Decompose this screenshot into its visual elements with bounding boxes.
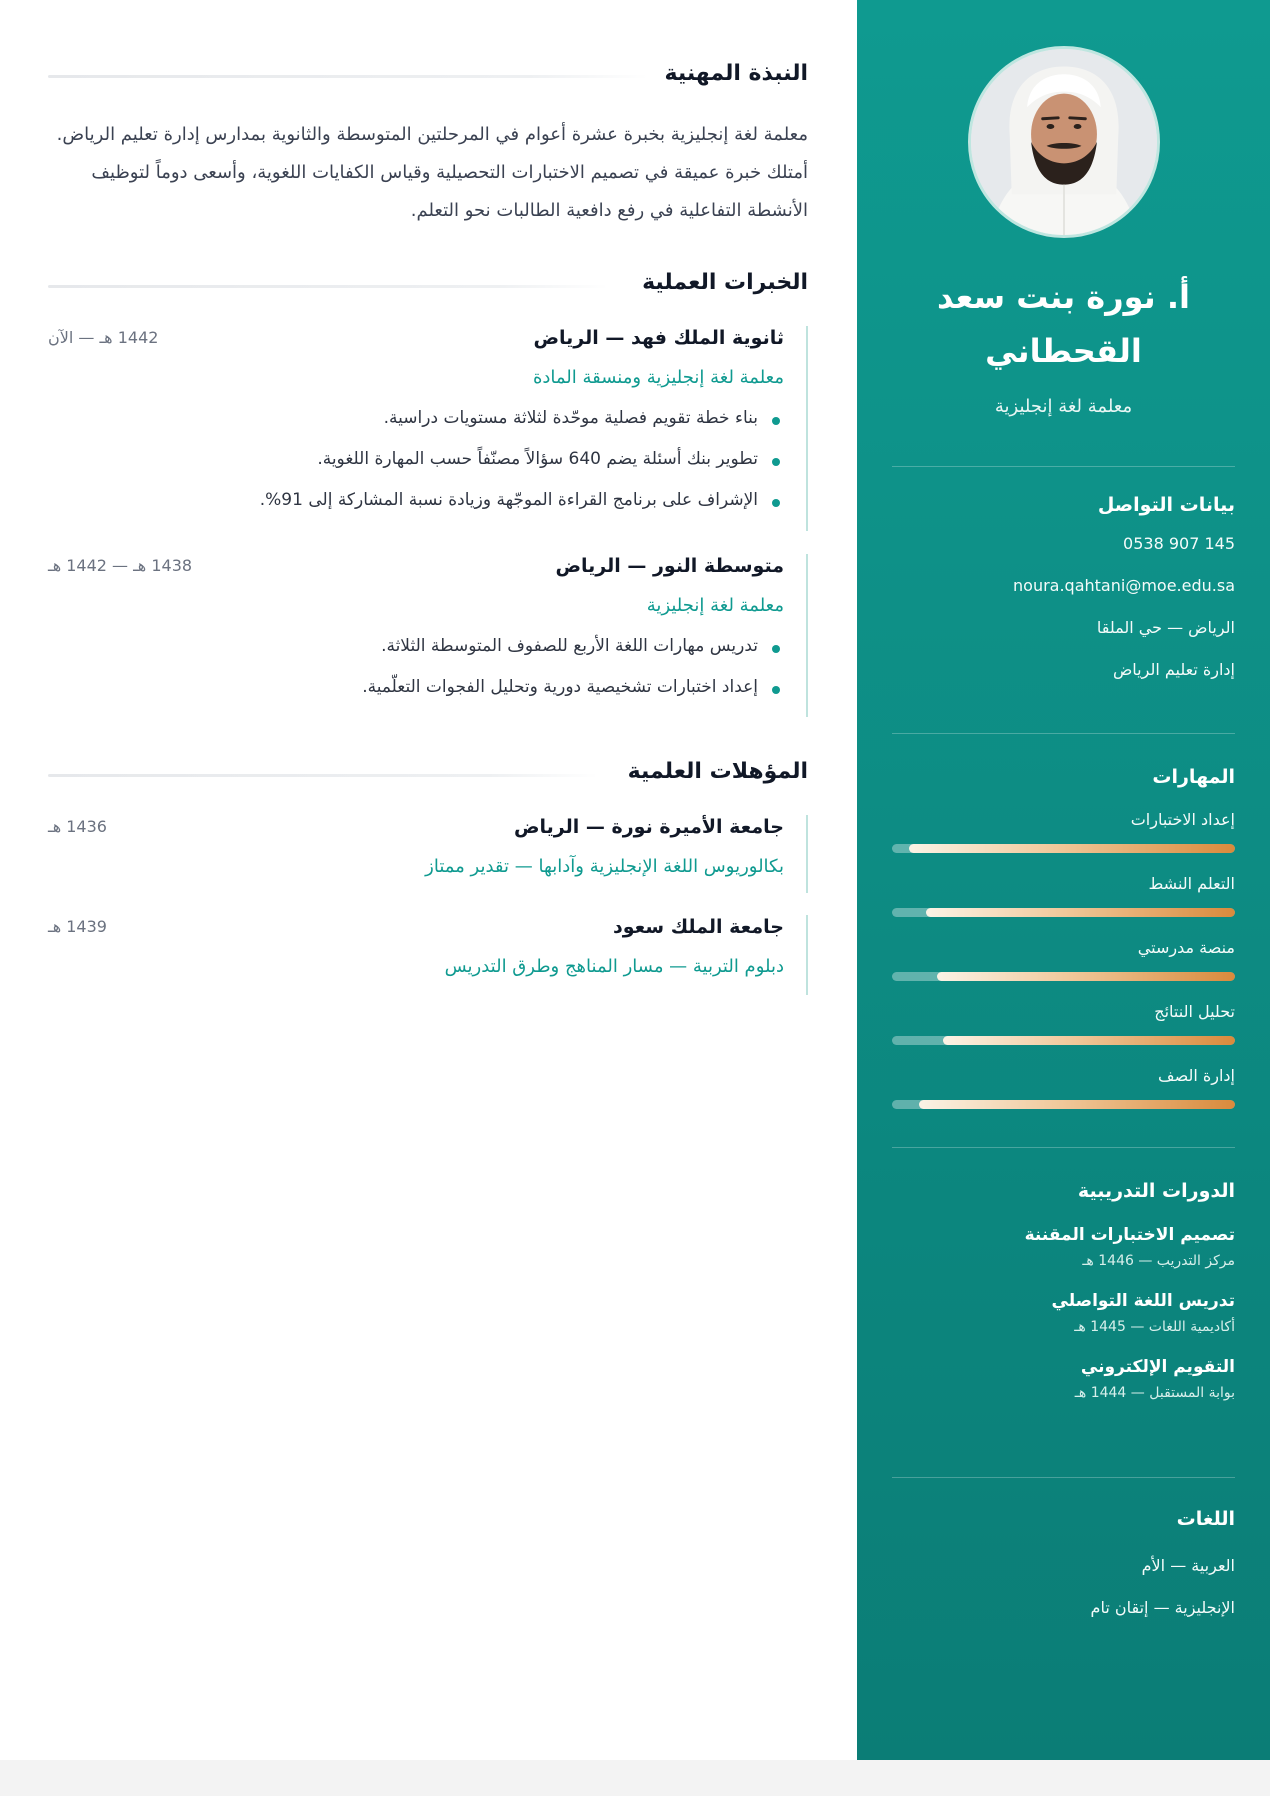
timeline-rail	[806, 554, 808, 717]
skill-level-fill	[926, 908, 1235, 917]
summary-title: النبذة المهنية	[664, 61, 808, 86]
bullet-text: إعداد اختبارات تشخيصية دورية وتحليل الفجوات التعلّمية.	[362, 677, 758, 697]
sidebar	[857, 0, 1270, 1760]
course-title: التقويم الإلكتروني	[1080, 1357, 1235, 1377]
skills-title: المهارات	[1152, 766, 1235, 788]
experience-employer: ثانوية الملك فهد — الرياض	[533, 327, 784, 349]
experience-date: 1442 هـ — الآن	[48, 328, 159, 347]
bullet-item	[48, 406, 784, 430]
profile-photo-illustration	[971, 49, 1157, 235]
bullet-text: تطوير بنك أسئلة يضم 640 سؤالاً مصنّفاً حسب المهارة اللغوية.	[317, 449, 758, 469]
education-degree: بكالوريوس اللغة الإنجليزية وآدابها — تقدير ممتاز	[425, 856, 784, 877]
language-item: الإنجليزية — إتقان تام	[1090, 1598, 1235, 1617]
skill-level-fill	[943, 1036, 1235, 1045]
skill-level-bar	[892, 1036, 1235, 1045]
skill-label: إعداد الاختبارات	[1130, 810, 1235, 829]
course-meta: أكاديمية اللغات — 1445 هـ	[1074, 1319, 1235, 1335]
skills-section	[892, 766, 1235, 1130]
education-institution: جامعة الملك سعود	[613, 916, 784, 938]
experience-bullets	[48, 406, 784, 512]
bullet-item	[48, 447, 784, 471]
experience-item	[48, 326, 808, 531]
skill-level-bar	[892, 908, 1235, 917]
education-item	[48, 915, 808, 995]
skill-level-bar	[892, 1100, 1235, 1109]
course-item	[892, 1290, 1235, 1336]
sidebar-divider	[892, 733, 1235, 734]
skill-level-fill	[919, 1100, 1235, 1109]
education-date: 1439 هـ	[48, 917, 107, 936]
education-institution: جامعة الأميرة نورة — الرياض	[513, 816, 784, 838]
sidebar-divider	[892, 1477, 1235, 1478]
experience-date: 1438 هـ — 1442 هـ	[48, 556, 193, 575]
skill-item	[892, 874, 1235, 938]
profile-role: معلمة لغة إنجليزية	[994, 396, 1133, 417]
sidebar-divider	[892, 466, 1235, 467]
skill-item	[892, 938, 1235, 1002]
language-item: العربية — الأم	[1141, 1556, 1235, 1575]
skill-level-bar	[892, 844, 1235, 853]
summary-header	[48, 61, 808, 91]
timeline-rail	[806, 915, 808, 995]
skill-label: إدارة الصف	[1158, 1066, 1235, 1085]
skills-list	[892, 810, 1235, 1130]
profile-photo	[968, 46, 1160, 238]
timeline-rail	[806, 815, 808, 893]
languages-title: اللغات	[1176, 1508, 1235, 1530]
bullet-text: بناء خطة تقويم فصلية موحّدة لثلاثة مستويات دراسية.	[383, 408, 758, 428]
experience-item	[48, 554, 808, 717]
contact-phone	[892, 534, 1235, 554]
courses-title: الدورات التدريبية	[1077, 1180, 1235, 1202]
bullet-item	[48, 634, 784, 658]
skill-item	[892, 810, 1235, 874]
bullet-dot-icon	[772, 499, 780, 507]
education-degree: دبلوم التربية — مسار المناهج وطرق التدريس	[444, 956, 784, 977]
section-rule	[48, 774, 598, 777]
experience-role: معلمة لغة إنجليزية	[646, 595, 784, 616]
courses-section	[892, 1180, 1235, 1422]
skill-label: تحليل النتائج	[1154, 1002, 1235, 1021]
skill-level-bar	[892, 972, 1235, 981]
section-rule	[48, 285, 608, 288]
course-title: تدريس اللغة التواصلي	[1051, 1291, 1235, 1311]
bullet-dot-icon	[772, 686, 780, 694]
skill-label: التعلم النشط	[1148, 874, 1235, 893]
contact-address: الرياض — حي الملقا	[1096, 618, 1235, 637]
section-rule	[48, 75, 648, 78]
experience-header	[48, 270, 808, 300]
bullet-text: تدريس مهارات اللغة الأربع للصفوف المتوسطة الثلاثة.	[381, 636, 758, 656]
bullet-dot-icon	[772, 458, 780, 466]
experience-bullets	[48, 634, 784, 699]
course-title: تصميم الاختبارات المقننة	[1024, 1225, 1235, 1245]
contact-section	[892, 494, 1235, 702]
bullet-item	[48, 488, 784, 512]
experience-employer: متوسطة النور — الرياض	[555, 555, 784, 577]
course-item	[892, 1224, 1235, 1270]
bullet-item	[48, 675, 784, 699]
contact-workplace: إدارة تعليم الرياض	[1112, 660, 1235, 679]
bullet-text: الإشراف على برنامج القراءة الموجّهة وزيادة نسبة المشاركة إلى 91%.	[259, 490, 758, 510]
contact-email[interactable]: noura.qahtani@moe.edu.sa	[1013, 576, 1235, 595]
profile-name: أ. نورة بنت سعد القحطاني	[937, 278, 1190, 370]
bullet-dot-icon	[772, 417, 780, 425]
skill-level-fill	[909, 844, 1235, 853]
education-header	[48, 759, 808, 789]
education-date: 1436 هـ	[48, 817, 107, 836]
contact-phone-value: 0538 907 145	[1123, 534, 1235, 553]
languages-section	[892, 1508, 1235, 1640]
course-meta: بوابة المستقبل — 1444 هـ	[1074, 1385, 1235, 1401]
education-title: المؤهلات العلمية	[627, 759, 808, 784]
sidebar-divider	[892, 1147, 1235, 1148]
skill-item	[892, 1066, 1235, 1130]
skill-label: منصة مدرستي	[1137, 938, 1235, 957]
education-item	[48, 815, 808, 893]
bullet-dot-icon	[772, 645, 780, 653]
experience-title: الخبرات العملية	[642, 270, 808, 295]
contact-title: بيانات التواصل	[1097, 494, 1235, 516]
experience-role: معلمة لغة إنجليزية ومنسقة المادة	[532, 367, 784, 388]
timeline-rail	[806, 326, 808, 531]
skill-item	[892, 1002, 1235, 1066]
course-item	[892, 1356, 1235, 1402]
summary-text: معلمة لغة إنجليزية بخبرة عشرة أعوام في المرحلتين المتوسطة والثانوية بمدارس إدارة تعليم الرياض. أمتلك خبرة عميقة في تصميم الاختبارات التحصيلية وقياس الكفايات اللغوية، وأسعى دوماً لتوظيف الأنشطة التفاعلية في رفع دافعية الطالبات نحو التعلم.	[56, 124, 808, 221]
course-meta: مركز التدريب — 1446 هـ	[1082, 1253, 1235, 1269]
skill-level-fill	[937, 972, 1235, 981]
